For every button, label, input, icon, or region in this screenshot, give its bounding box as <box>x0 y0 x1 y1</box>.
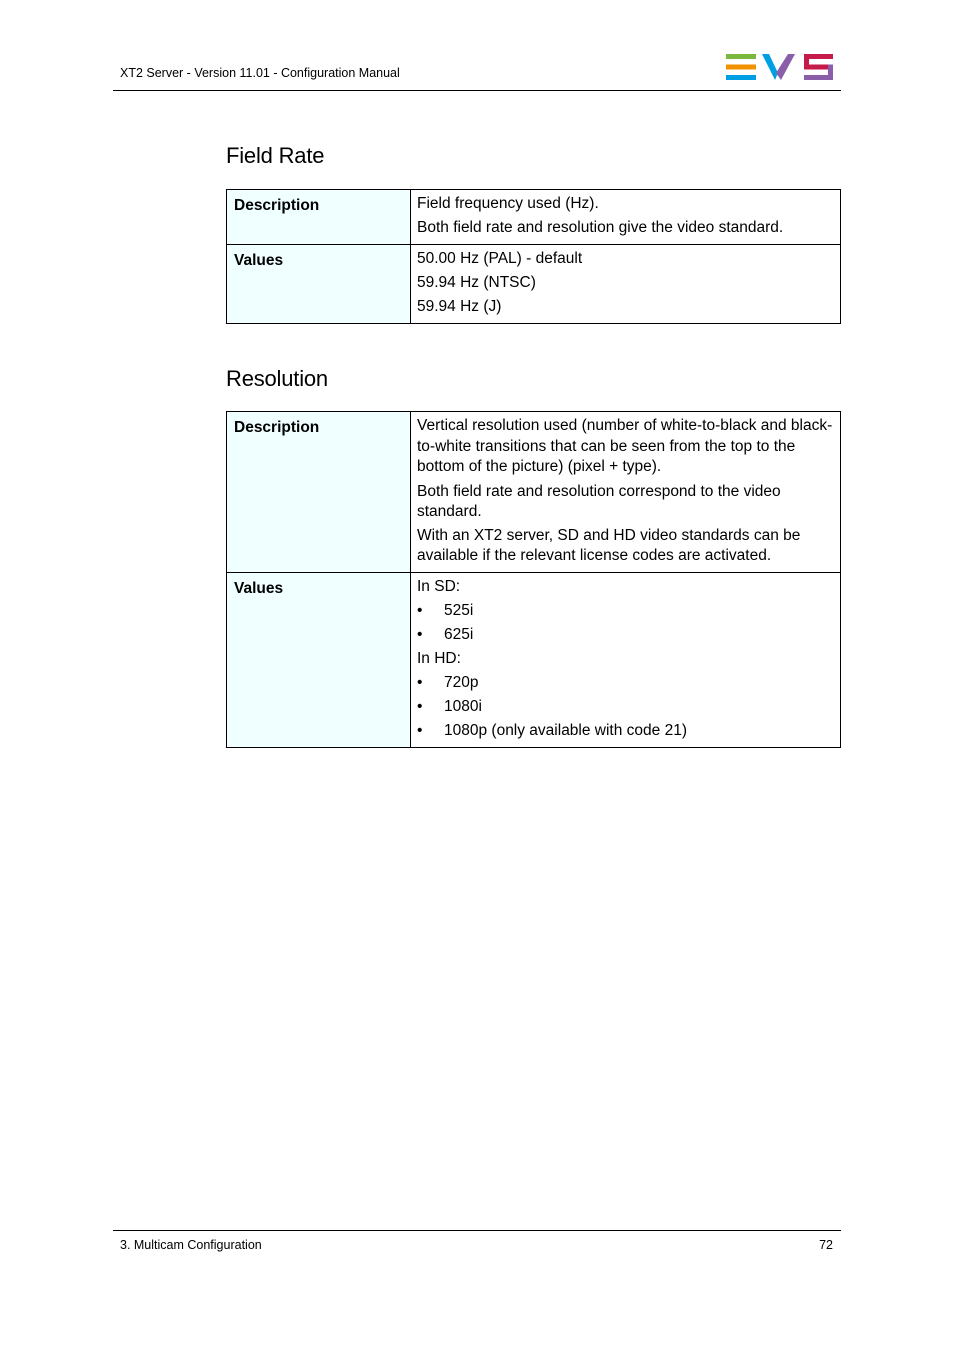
logo-e-stripe-bottom <box>726 75 756 80</box>
bullet-marker: • <box>417 625 423 643</box>
table-row <box>227 190 841 245</box>
table-row <box>227 245 841 324</box>
value-text: 59.94 Hz (J) <box>417 298 502 315</box>
evs-logo <box>726 53 834 81</box>
row-label: Values <box>227 245 411 324</box>
resolution-table <box>226 411 841 748</box>
list-item <box>417 673 834 693</box>
bullet-marker: • <box>417 721 423 739</box>
list-item <box>417 721 834 741</box>
description-text: Vertical resolution used (number of white-to-black and black-to-white transitions that can be seen from the top to the bottom of the picture) (pixel + type). <box>417 417 833 475</box>
page-number: 72 <box>819 1238 833 1252</box>
list-item <box>417 601 834 621</box>
footer-rule <box>113 1230 841 1231</box>
row-content <box>411 190 841 245</box>
running-header: XT2 Server - Version 11.01 - Configuration Manual <box>120 66 400 80</box>
value-text: 59.94 Hz (NTSC) <box>417 274 536 291</box>
row-content <box>411 572 841 747</box>
footer-chapter: 3. Multicam Configuration <box>120 1238 262 1252</box>
bullet-marker: • <box>417 601 423 619</box>
description-text: With an XT2 server, SD and HD video standards can be available if the relevant license codes are activated. <box>417 526 801 564</box>
list-item-text: 525i <box>444 601 474 619</box>
table-row <box>227 412 841 573</box>
logo-e-stripe-top <box>726 54 756 59</box>
hd-label: In HD: <box>417 649 461 667</box>
bullet-marker: • <box>417 673 423 691</box>
list-item <box>417 697 834 717</box>
row-content <box>411 245 841 324</box>
bullet-marker: • <box>417 697 423 715</box>
table-row <box>227 572 841 747</box>
description-text: Both field rate and resolution give the video standard. <box>417 219 784 236</box>
logo-s-bottom <box>804 75 833 80</box>
logo-v-left <box>762 54 778 80</box>
list-item-text: 625i <box>444 625 474 643</box>
row-content <box>411 412 841 573</box>
list-item <box>417 625 834 645</box>
list-item-text: 720p <box>444 673 479 691</box>
row-label: Description <box>227 412 411 573</box>
value-text: 50.00 Hz (PAL) - default <box>417 250 583 267</box>
logo-e-stripe-mid <box>726 65 756 70</box>
row-label: Values <box>227 572 411 747</box>
description-text: Both field rate and resolution correspond to the video standard. <box>417 482 781 520</box>
sd-label: In SD: <box>417 577 461 595</box>
list-item-text: 1080i <box>444 697 482 715</box>
description-text: Field frequency used (Hz). <box>417 195 599 212</box>
section-title-resolution: Resolution <box>226 366 328 391</box>
field-rate-table <box>226 189 841 324</box>
section-title-field-rate: Field Rate <box>226 143 325 168</box>
logo-v-right <box>776 54 795 80</box>
list-item-text: 1080p (only available with code 21) <box>444 721 687 739</box>
row-label: Description <box>227 190 411 245</box>
header-rule <box>113 90 841 91</box>
